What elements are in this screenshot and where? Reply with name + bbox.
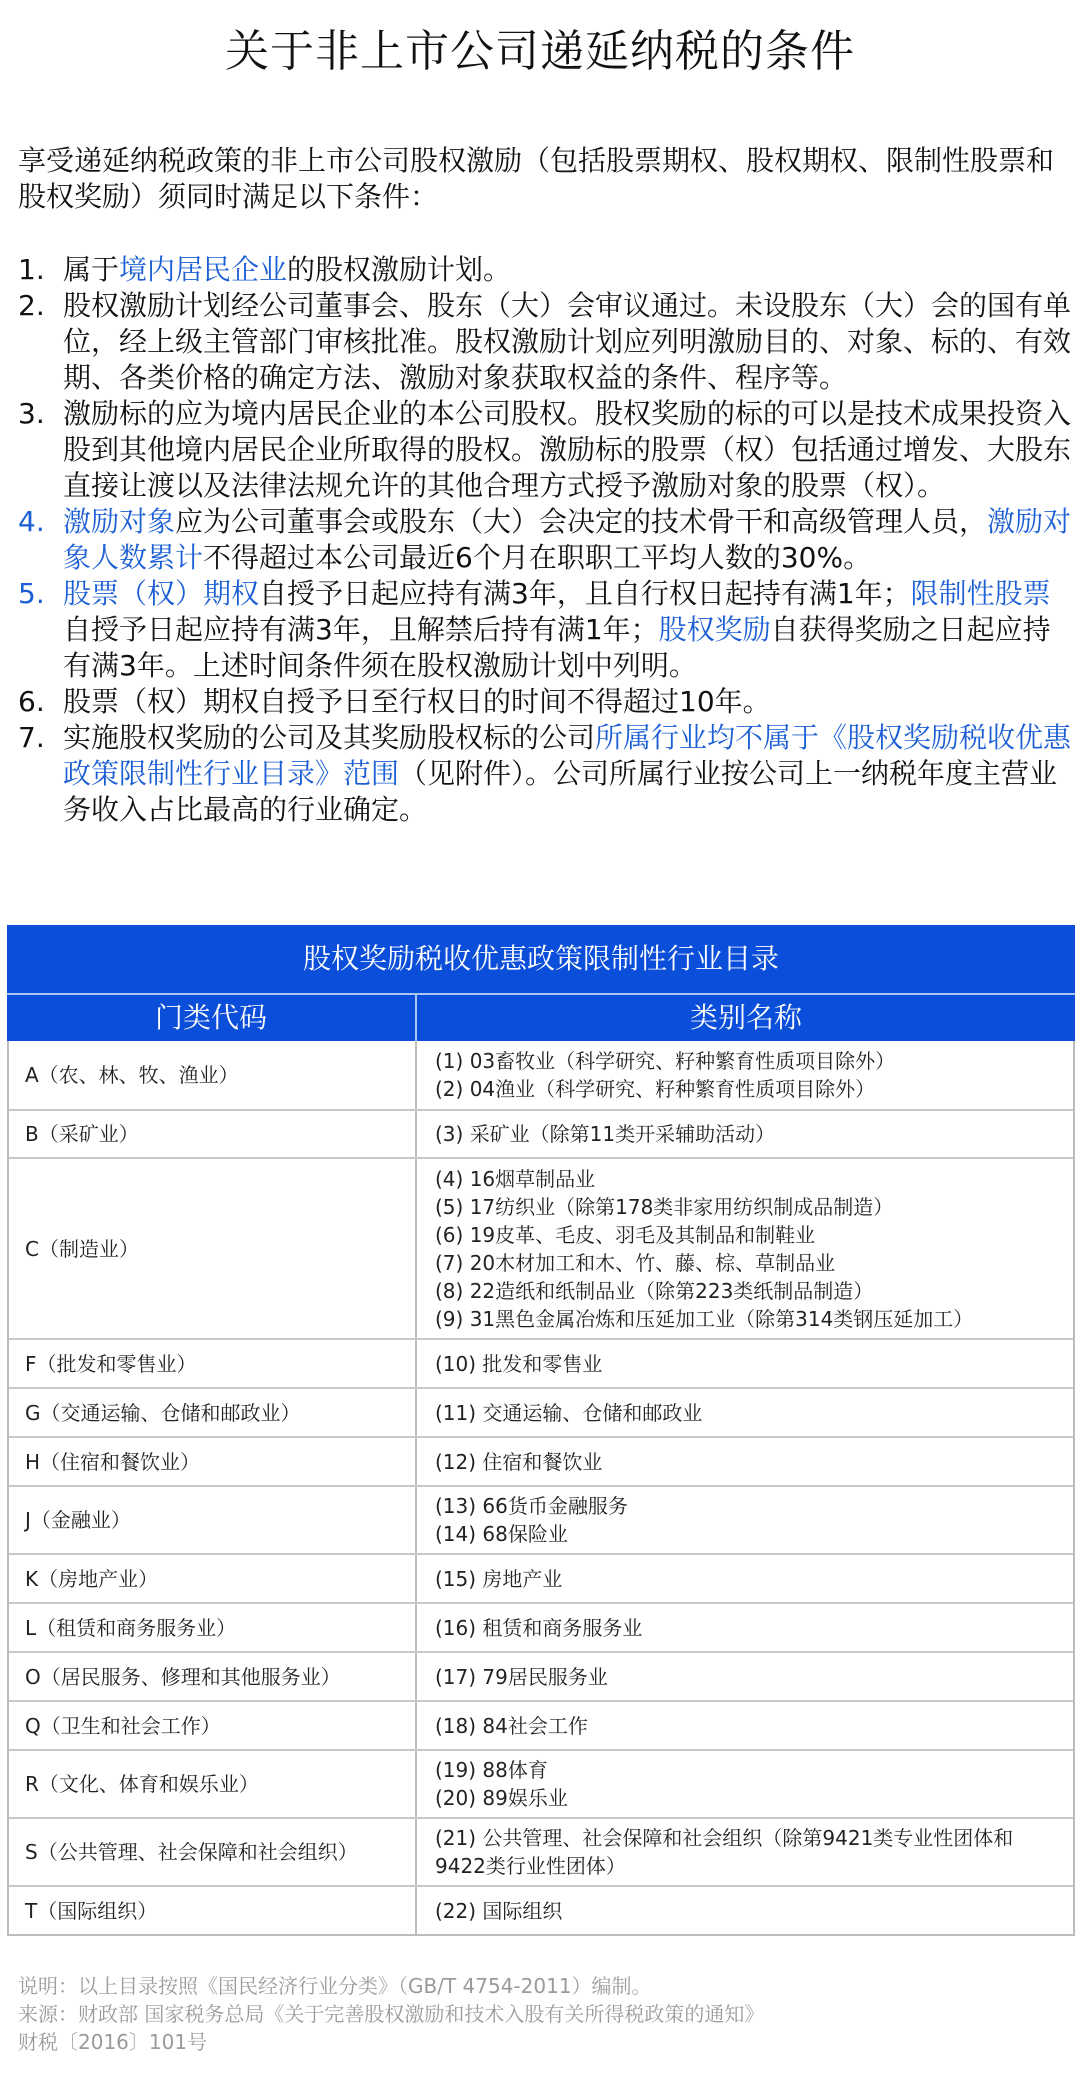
condition-text: 股权激励计划经公司董事会、股东（大）会审议通过。未设股东（大）会的国有单位，经上级主管部门审核批准。股权激励计划应列明激励目的、对象、标的、有效期、各类价格的确定方法、激励对象获取权益的条件、程序等。	[63, 289, 1072, 394]
category-code-cell: K（房地产业）	[9, 1555, 417, 1602]
category-item: (7) 20木材加工和木、竹、藤、棕、草制品业	[435, 1250, 836, 1275]
condition-text: 激励标的应为境内居民企业的本公司股权。股权奖励的标的可以是技术成果投资入股到其他境内居民企业所取得的股权。激励标的股票（权）包括通过增发、大股东直接让渡以及法律法规允许的其他合理方式授予激励对象的股票（权）。	[63, 397, 1072, 502]
category-name-cell	[417, 1702, 1073, 1749]
highlighted-term: 激励对象人数累计	[63, 505, 1072, 574]
condition-item	[18, 504, 1076, 576]
category-item: (1) 03畜牧业（科学研究、籽种繁育性质项目除外）	[435, 1049, 896, 1073]
condition-item	[18, 576, 1076, 684]
condition-text: 实施股权奖励的公司及其奖励股权标的公司	[63, 721, 596, 754]
condition-text: 自授予日起应持有满3年，且解禁后持有满1年；	[63, 613, 659, 646]
category-code-cell: L（租赁和商务服务业）	[9, 1604, 417, 1651]
highlighted-term: 所属行业均不属于《股权奖励税收优惠政策限制性行业目录》范围	[63, 721, 1072, 790]
table-row	[9, 1602, 1073, 1651]
condition-text: （见附件）。公司所属行业按公司上一纳税年度主营业务收入占比最高的行业确定。	[63, 757, 1058, 826]
category-code-cell: C（制造业）	[9, 1159, 417, 1338]
category-name-cell	[417, 1751, 1073, 1817]
category-item: (19) 88体育	[435, 1758, 548, 1782]
highlighted-term: 股票（权）期权	[63, 577, 260, 610]
table-header-row	[7, 993, 1075, 1041]
table-row	[9, 1387, 1073, 1436]
table-row	[9, 1109, 1073, 1157]
category-name-cell	[417, 1159, 1073, 1338]
condition-item	[18, 288, 1076, 396]
category-item: (12) 住宿和餐饮业	[435, 1449, 603, 1474]
table-row	[9, 1817, 1073, 1885]
table-row	[9, 1041, 1073, 1109]
category-item: (10) 批发和零售业	[435, 1351, 603, 1376]
condition-text: 自授予日起应持有满3年，且自行权日起持有满1年；	[259, 577, 911, 610]
condition-text: 不得超过本公司最近6个月在职职工平均人数的30%。	[203, 541, 872, 574]
category-item: (21) 公共管理、社会保障和社会组织（除第9421类专业性团体和9422类行业性团体）	[435, 1826, 1014, 1878]
category-item: (5) 17纺织业（除第178类非家用纺织制成品制造）	[435, 1194, 894, 1219]
category-code-cell: B（采矿业）	[9, 1111, 417, 1157]
category-code-cell: S（公共管理、社会保障和社会组织）	[9, 1819, 417, 1885]
category-code-cell: R（文化、体育和娱乐业）	[9, 1751, 417, 1817]
column-header-category-name: 类别名称	[689, 1001, 802, 1034]
footer-note: 说明：以上目录按照《国民经济行业分类》（GB/T 4754-2011）编制。	[18, 1974, 652, 1998]
category-item: (13) 66货币金融服务	[435, 1494, 628, 1518]
category-name-cell	[417, 1604, 1073, 1651]
table-row	[9, 1553, 1073, 1602]
category-code-cell: F（批发和零售业）	[9, 1340, 417, 1387]
category-name-cell	[417, 1340, 1073, 1387]
footer-source: 来源：财政部 国家税务总局《关于完善股权激励和技术入股有关所得税政策的通知》	[18, 2002, 765, 2026]
footer-doc-number: 财税〔2016〕101号	[18, 2030, 208, 2054]
restricted-industry-table	[7, 925, 1075, 1936]
category-item: (22) 国际组织	[435, 1898, 563, 1923]
highlighted-term: 限制性股票	[910, 577, 1051, 610]
table-row	[9, 1157, 1073, 1338]
condition-number: 1.	[18, 253, 45, 286]
table-row	[9, 1700, 1073, 1749]
condition-item	[18, 252, 1076, 288]
category-item: (18) 84社会工作	[435, 1713, 588, 1738]
condition-text: 属于	[63, 253, 120, 286]
category-item: (9) 31黑色金属冶炼和压延加工业（除第314类钢压延加工）	[435, 1306, 974, 1331]
condition-number: 5.	[18, 577, 45, 610]
category-code-cell: O（居民服务、修理和其他服务业）	[9, 1653, 417, 1700]
condition-item	[18, 720, 1076, 828]
category-name-cell	[417, 1111, 1073, 1157]
category-item: (4) 16烟草制品业	[435, 1166, 596, 1191]
condition-item	[18, 396, 1076, 504]
condition-number: 6.	[18, 685, 45, 718]
category-name-cell	[417, 1555, 1073, 1602]
category-code-cell: Q（卫生和社会工作）	[9, 1702, 417, 1749]
table-row	[9, 1485, 1073, 1553]
category-code-cell: A（农、林、牧、渔业）	[9, 1041, 417, 1109]
category-code-cell: J（金融业）	[9, 1487, 417, 1553]
condition-number: 3.	[18, 397, 45, 430]
category-name-cell	[417, 1819, 1073, 1885]
category-name-cell	[417, 1653, 1073, 1700]
table-body	[7, 1041, 1075, 1936]
intro-paragraph: 享受递延纳税政策的非上市公司股权激励（包括股票期权、股权期权、限制性股票和股权奖励）须同时满足以下条件：	[18, 144, 1055, 213]
page-title: 关于非上市公司递延纳税的条件	[225, 26, 855, 77]
category-item: (3) 采矿业（除第11类开采辅助活动）	[435, 1122, 776, 1146]
category-item: (16) 租赁和商务服务业	[435, 1615, 643, 1640]
category-item: (6) 19皮革、毛皮、羽毛及其制品和制鞋业	[435, 1222, 816, 1247]
condition-number: 7.	[18, 721, 45, 754]
category-code-cell: T（国际组织）	[9, 1887, 417, 1934]
category-item: (15) 房地产业	[435, 1566, 563, 1591]
category-item: (17) 79居民服务业	[435, 1664, 608, 1689]
condition-number: 4.	[18, 505, 45, 538]
table-row	[9, 1749, 1073, 1817]
condition-text: 的股权激励计划。	[287, 253, 512, 286]
category-name-cell	[417, 1887, 1073, 1934]
table-row	[9, 1338, 1073, 1387]
condition-number: 2.	[18, 289, 45, 322]
highlighted-term: 境内居民企业	[119, 253, 288, 286]
highlighted-term: 股权奖励	[658, 613, 771, 646]
category-item: (14) 68保险业	[435, 1522, 568, 1546]
category-item: (8) 22造纸和纸制品业（除第223类纸制品制造）	[435, 1278, 874, 1303]
condition-text: 股票（权）期权自授予日至行权日的时间不得超过10年。	[63, 685, 771, 718]
category-code-cell: H（住宿和餐饮业）	[9, 1438, 417, 1485]
table-row	[9, 1885, 1073, 1934]
category-item: (20) 89娱乐业	[435, 1786, 568, 1810]
category-code-cell: G（交通运输、仓储和邮政业）	[9, 1389, 417, 1436]
category-name-cell	[417, 1389, 1073, 1436]
footer-notes	[18, 1972, 1068, 2056]
category-name-cell	[417, 1041, 1073, 1109]
column-header-category-code: 门类代码	[7, 995, 417, 1041]
conditions-list	[18, 252, 1076, 828]
category-name-cell	[417, 1487, 1073, 1553]
condition-item	[18, 684, 1076, 720]
condition-text: 自获得奖励之日起应持有满3年。上述时间条件须在股权激励计划中列明。	[63, 613, 1051, 682]
table-title: 股权奖励税收优惠政策限制性行业目录	[7, 925, 1075, 993]
category-name-cell	[417, 1438, 1073, 1485]
table-row	[9, 1651, 1073, 1700]
table-row	[9, 1436, 1073, 1485]
category-item: (11) 交通运输、仓储和邮政业	[435, 1400, 703, 1425]
highlighted-term: 激励对象	[63, 505, 176, 538]
condition-text: 应为公司董事会或股东（大）会决定的技术骨干和高级管理人员，	[175, 505, 988, 538]
category-item: (2) 04渔业（科学研究、籽种繁育性质项目除外）	[435, 1077, 876, 1101]
